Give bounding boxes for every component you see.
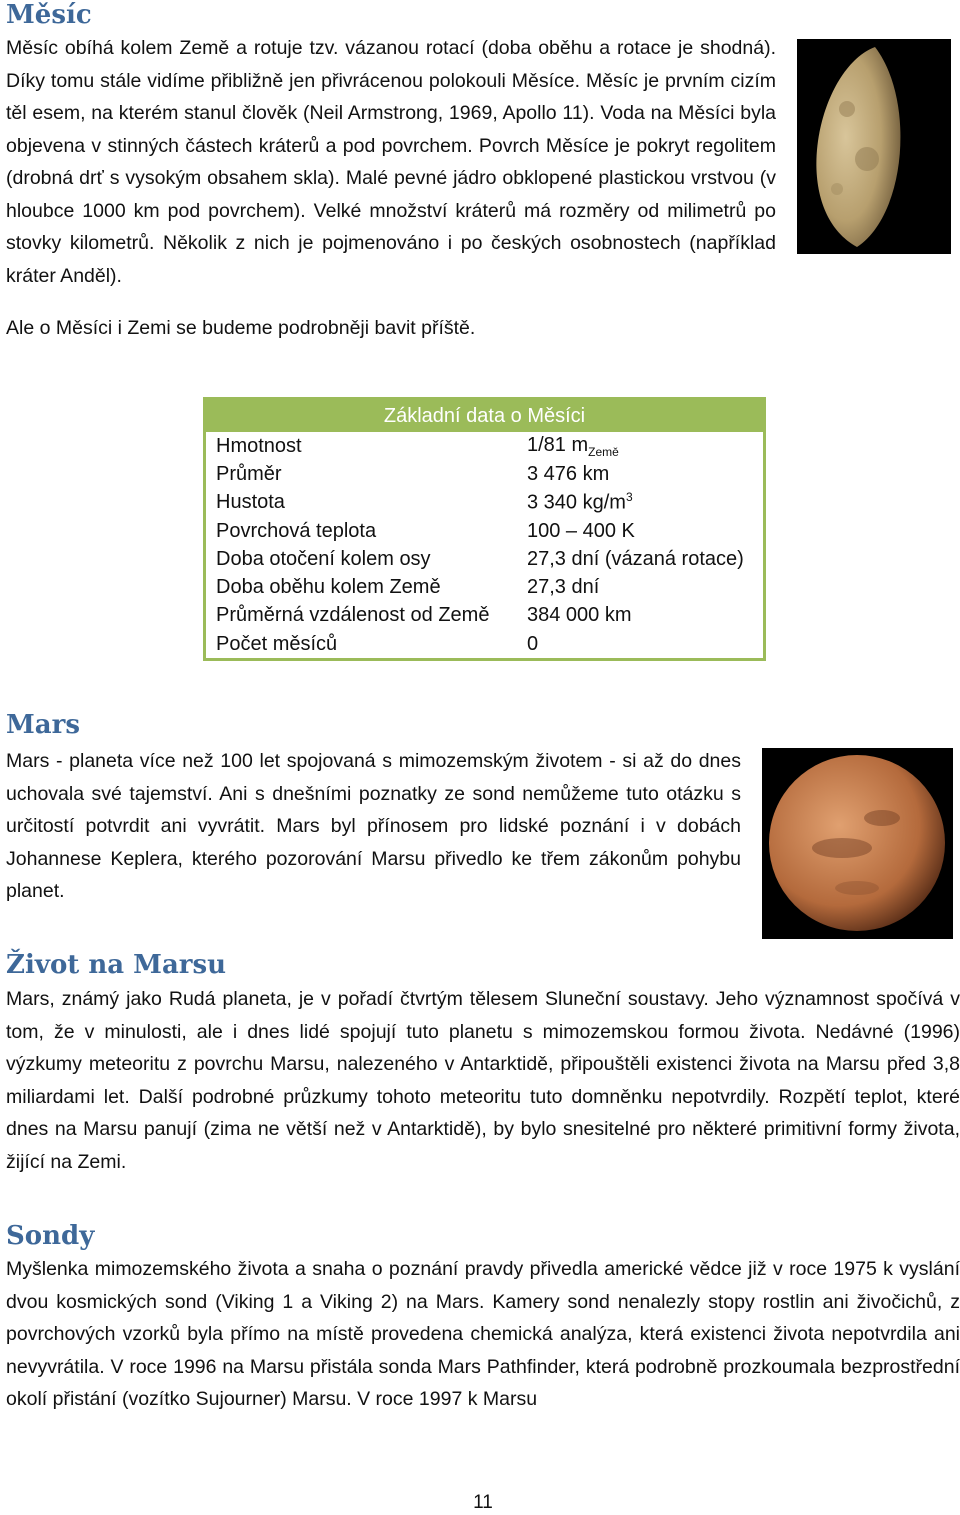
table-row	[205, 489, 765, 517]
life-on-mars-heading: Život na Marsu	[6, 950, 227, 980]
row-value: 0	[527, 632, 539, 655]
row-label: Povrchová teplota	[216, 519, 377, 542]
row-value: 27,3 dní	[527, 576, 600, 599]
moon-paragraph: Měsíc obíhá kolem Země a rotuje tzv. vázanou rotací (doba oběhu a rotace je shodná). Díky tomu stále vidíme přibližně jen přivrácenou polokouli Měsíce. Měsíc je prvním cizím těl esem, na kterém stanul člověk (Neil Armstrong, 1969, Apollo 11). Voda na Měsíci byla objevena v stinných částech kráterů a pod povrchem. Povrch Měsíce je pokryt regolitem (drobná drť s vysokým obsahem skla). Malé pevné jádro obklopené plastickou vrstvou (v hloubce 1000 km pod povrchem). Velké množství kráterů má rozměry od milimetrů po stovky kilometrů. Několik z nich je pojmenováno i po českých osobnostech (například kráter Anděl).	[6, 37, 776, 287]
moon-data-table	[203, 397, 766, 661]
mars-heading: Mars	[6, 710, 80, 740]
probes-heading: Sondy	[6, 1221, 95, 1251]
page-number: 11	[473, 1492, 493, 1513]
row-label: Doba otočení kolem osy	[216, 547, 431, 570]
row-value: 27,3 dní (vázaná rotace)	[527, 547, 744, 570]
table-row	[205, 460, 765, 488]
moon-heading: Měsíc	[6, 0, 92, 30]
moon-note: Ale o Měsíci i Zemi se budeme podrobněji bavit příště.	[6, 317, 476, 339]
probes-paragraph: Myšlenka mimozemského života a snaha o poznání pravdy přivedla americké vědce již v roce 1975 k vyslání dvou kosmických sond (Viking 1 a Viking 2) na Mars. Kamery sond nenalezly stopy rostlin ani živočichů, z povrchových vzorků byla přímo na místě provedena chemická analýza, která existenci života nepotvrdila ani nevyvrátila. V roce 1996 na Marsu přistála sonda Mars Pathfinder, která podrobně prozkoumala bezprostřední okolí přistání (vozítko Sujourner) Marsu. V roce 1997 k Marsu	[6, 1258, 960, 1410]
row-label: Průměrná vzdálenost od Země	[216, 604, 490, 627]
table-row	[205, 573, 765, 601]
row-label: Průměr	[216, 462, 282, 485]
table-row	[205, 602, 765, 630]
row-label: Počet měsíců	[216, 632, 338, 655]
mars-paragraph: Mars - planeta více než 100 let spojovaná s mimozemským životem - si až do dnes uchovala své tajemství. Ani s dnešními poznatky ze sond nemůžeme tuto otázku s určitostí potvrdit ani vyvrátit. Mars byl přínosem pro lidské poznání i v dobách Johannese Keplera, kterého pozorování Marsu přivedlo ke třem zákonům pohybu planet.	[6, 750, 741, 902]
table-row	[205, 517, 765, 545]
row-label: Hustota	[216, 491, 285, 514]
row-value: 3 476 km	[527, 462, 610, 485]
moon-photo	[797, 39, 951, 254]
row-label: Doba oběhu kolem Země	[216, 576, 441, 599]
row-value: 100 – 400 K	[527, 519, 635, 542]
row-value: 1/81 $m_{Země}$	[527, 433, 619, 459]
table-row	[205, 630, 765, 660]
life-on-mars-paragraph: Mars, známý jako Rudá planeta, je v pořadí čtvrtým tělesem Sluneční soustavy. Jeho významnost spočívá v tom, že v minulosti, ale i dnes lidé spojují tuto planetu s mimozemskou formou života. Nedávné (1996) výzkumy meteoritu z povrchu Marsu, nalezeného v Antarktidě, připouštěli existenci života na Marsu před 3,8 miliardami let. Další podrobné průzkumy tohoto meteoritu tuto domněnku nepotvrdily. Rozpětí teplot, které dnes na Marsu panují (zima ne větší než v Antarktidě), by bylo snesitelné pro některé primitivní formy života, žijící na Zemi.	[6, 988, 960, 1173]
row-value: 384 000 km	[527, 604, 632, 627]
row-value: 3 340 $kg/m^3$	[527, 490, 633, 515]
table-title: Základní data o Měsíci	[205, 399, 765, 433]
row-label: Hmotnost	[216, 434, 302, 457]
table-row	[205, 545, 765, 573]
mars-photo	[762, 748, 953, 939]
table-row	[205, 432, 765, 460]
